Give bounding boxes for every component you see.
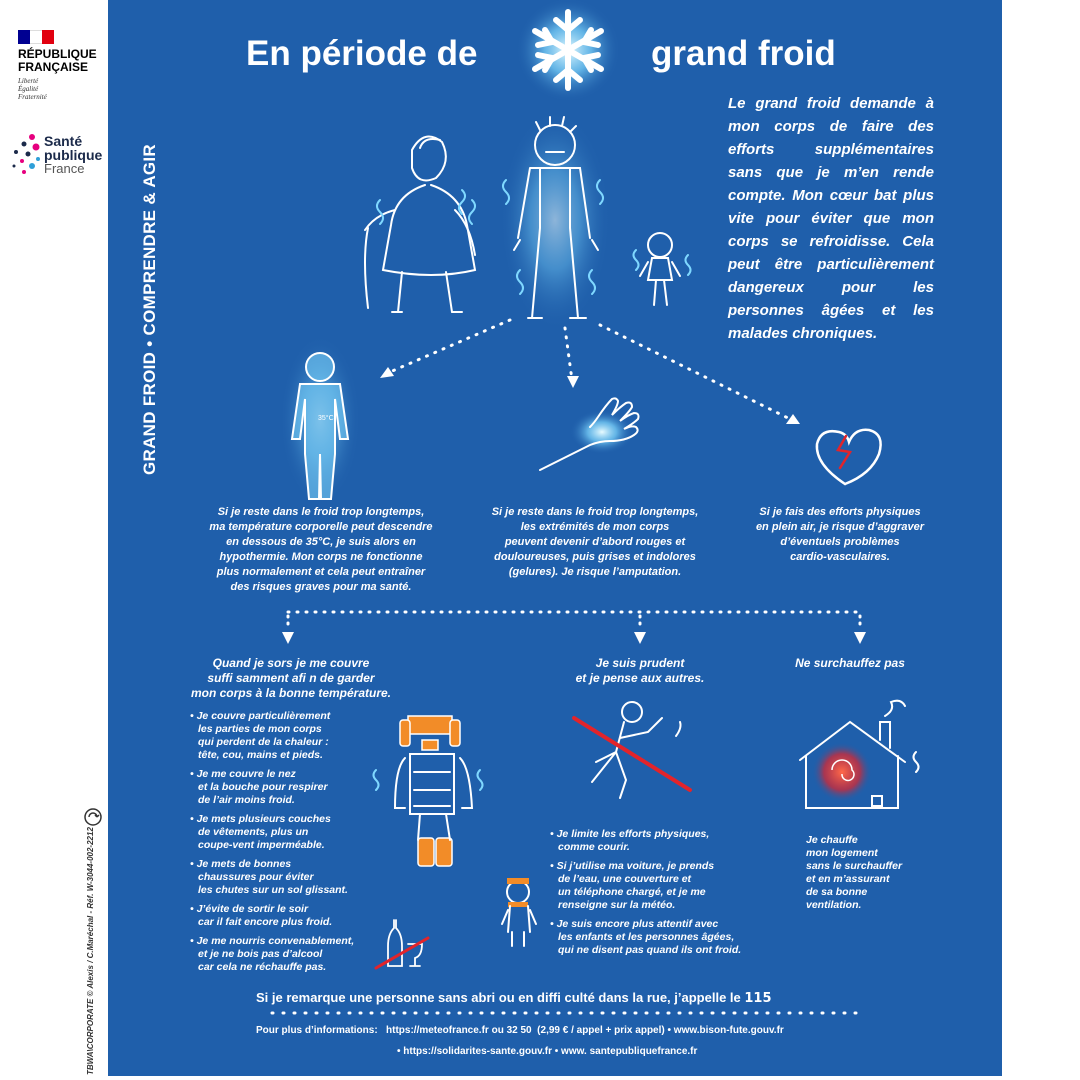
info-line-2[interactable]: • https://solidarites-sante.gouv.fr • www. santepubliquefrance.fr (397, 1046, 698, 1057)
spf-line3: France (44, 161, 85, 176)
cover-bullet: • Je mets plusieurs couches de vêtements, plus un coupe-vent imperméable. (188, 813, 388, 852)
risk-frostbite-text: Si je reste dans le froid trop longtemps, les extrémités de mon corps peuvent devenir d’abord rouges et douloureuses, puis grises et indolores (gelures). Je risque l’amputation. (491, 506, 699, 578)
cover-bullet: • Je couvre particulièrement les parties de mon corps qui perdent de la chaleur : tête, cou, mains et pieds. (188, 710, 388, 762)
title-left: En période de (246, 34, 478, 73)
heated-house-icon (800, 701, 919, 808)
rf-name-line1: RÉPUBLIQUE (18, 47, 97, 61)
title-right: grand froid (651, 34, 836, 73)
info-line-1 (256, 1025, 784, 1036)
overheat-text: Je chauffe mon logement sans le surchauffer et en m’assurant de sa bonne ventilation. (806, 834, 903, 911)
meteo-price: (2,99 € / appel + prix appel) (537, 1025, 665, 1036)
cover-bullet: • Je mets de bonnes chaussures pour éviter les chutes sur un sol glissant. (188, 858, 388, 897)
action-cover-heading: Quand je sors je me couvre suffi samment afi n de garder mon corps à la bonne température. (190, 656, 392, 700)
cover-bullet: • Je me nourris convenablement, et je ne bois pas d’alcool car cela ne réchauffe pas. (188, 935, 388, 974)
risk-hypothermia-text: Si je reste dans le froid trop longtemps, ma température corporelle peut descendre en dessous de 35°C, je suis alors en hypothermie. Mon corps ne fonctionne plus normalement et cela peut entraîner des risques graves pour ma santé. (209, 506, 433, 593)
credit-text: TBWA\CORPORATE © Alexis / C.Maréchal - Réf. W-3044-002-2212 (86, 827, 95, 1075)
action-overheat-heading: Ne surchauffez pas (795, 656, 905, 670)
risk-cardio-text: Si je fais des efforts physiques en plein air, je risque d’aggraver d’éventuels problèmes cardio-vasculaires. (755, 506, 925, 563)
broken-heart-icon (817, 430, 881, 484)
thermometer-label: 35°C (318, 415, 334, 422)
meteo-link[interactable]: https://meteofrance.fr ou 32 50 (386, 1025, 532, 1036)
prudent-bullet: • Si j’utilise ma voiture, je prends de l’eau, une couverture et un téléphone chargé, et je me renseigne sur la météo. (548, 860, 768, 912)
snowflake-icon (516, 0, 620, 102)
child-scarf-illustration (502, 878, 536, 946)
rf-name-line2: FRANÇAISE (18, 60, 89, 74)
action-prudent-heading: Je suis prudent et je pense aux autres. (575, 656, 705, 685)
rf-motto: Liberté Égalité Fraternité (18, 77, 47, 101)
spf-line1: Santé (44, 133, 83, 149)
spf-line2: publique (44, 147, 103, 163)
hypothermia-figure-illustration (280, 335, 360, 505)
prudent-bullet: • Je suis encore plus attentif avec les enfants et les personnes âgées, qui ne disent pas quand ils ont froid. (548, 918, 768, 957)
emergency-line (256, 990, 772, 1006)
bison-fute-link[interactable]: • www.bison-fute.gouv.fr (667, 1025, 784, 1036)
cold-man-illustration (500, 110, 610, 330)
prudent-bullet: • Je limite les efforts physiques, comme courir. (548, 828, 768, 854)
cover-bullet: • J’évite de sortir le soir car il fait encore plus froid. (188, 903, 388, 929)
emergency-text: Si je remarque une personne sans abri ou en diffi culté dans la rue, j’appelle le (256, 990, 741, 1005)
elderly-woman-illustration (365, 137, 475, 312)
side-title: GRAND FROID • COMPRENDRE & AGIR (140, 143, 159, 475)
intro-text: Le grand froid demande à mon corps de faire des efforts supplémentaires sans que je m’en rende compte. Mon cœur bat plus vite pour éviter que mon corps se refroidisse. Cela peut être particulièrement dangereux pour les personnes âgées et les malades chroniques. (728, 95, 934, 342)
emergency-number: 115 (744, 991, 772, 1006)
cover-bullet: • Je me couvre le nez et la bouche pour respirer de l’air moins froid. (188, 768, 388, 807)
child-illustration (634, 233, 691, 305)
no-running-icon (574, 702, 690, 798)
prudent-bullet-list (548, 828, 768, 963)
cover-bullet-list (188, 710, 388, 980)
section-divider (282, 612, 866, 644)
warmly-dressed-figure-illustration (374, 716, 483, 866)
frozen-hand-icon (540, 398, 639, 470)
info-label: Pour plus d’informations: (256, 1025, 378, 1036)
